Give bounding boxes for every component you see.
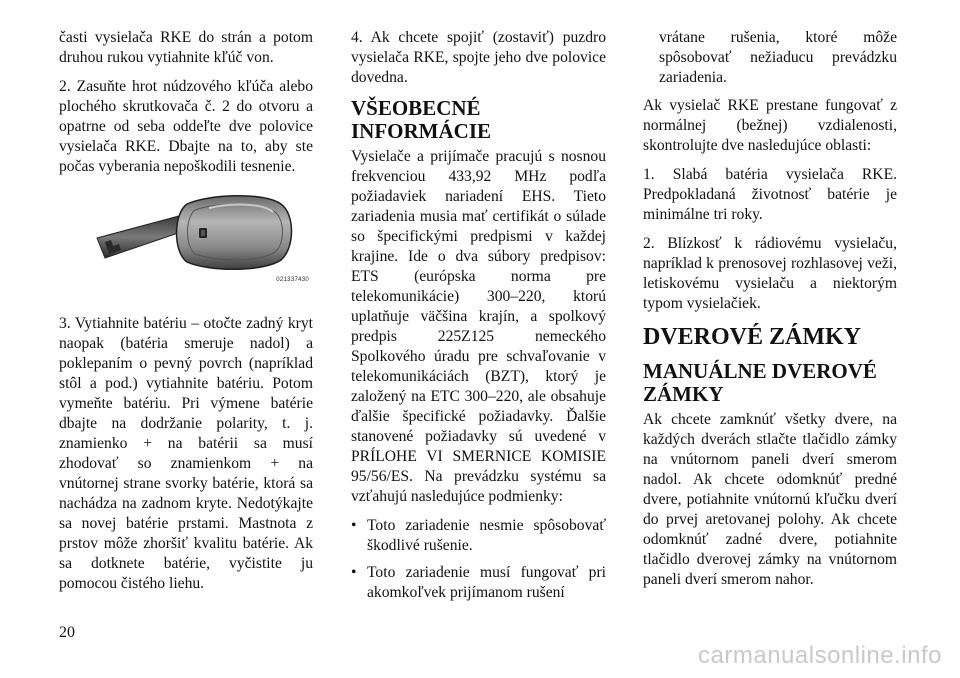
key-fob-icon: [59, 186, 313, 290]
list-item: • Toto zariadenie nesmie spôsobovať škodlivé rušenie.: [351, 516, 606, 556]
paragraph-manual-locks: Ak chcete zamknúť všetky dvere, na každých dverách stlačte tlačidlo zámky na vnútornom paneli dverí smerom nadol. Ak chcete odomknúť predné dvere, potiahnite vnútornú kľučku dverí do prvej aretovanej polohy. Ak chcete odomknúť zadné dvere, potiahnite tlačidlo dverovej zámky na vnútornom paneli dverí smerom nahor.: [643, 411, 897, 588]
section-heading-general-info: VŠEOBECNÉ INFORMÁCIE: [351, 96, 491, 143]
key-fob-illustration: [59, 186, 313, 290]
paragraph-continuation: časti vysielača RKE do strán a potom druhou rukou vytiahnite kľúč von.: [59, 29, 313, 66]
section-heading-door-locks: DVEROVÉ ZÁMKY: [643, 324, 862, 350]
column-right: [643, 28, 897, 599]
page-number: 20: [59, 624, 75, 641]
subsection-heading-manual-locks: MANUÁLNE DVEROVÉ ZÁMKY: [643, 359, 877, 406]
paragraph-weak-battery: 1. Slabá batéria vysielača RKE. Predpokladaná životnosť batérie je minimálne tri roky.: [643, 166, 897, 223]
column-middle: [351, 28, 606, 610]
paragraph-step-4: 4. Ak chcete spojiť (zostaviť) puzdro vysielača RKE, spojte jeho dve polovice dovedna.: [351, 29, 606, 86]
paragraph-general-info: Vysielače a prijímače pracujú s nosnou frekvenciou 433,92 MHz podľa požiadaviek nariadení EHS. Tieto zariadenia musia mať certifikát o súlade so špecifickými predpismi v každej krajine. Ide o dva súbory predpisov: ETS (európska norma pre telekomunikácie) 300–220, ktorú uplatňuje väčšina krajín, a spolkový predpis 225Z125 nemeckého Spolkového úradu pre schvaľovanie v telekomunikáciách (BZT), ktorý je založený na ETC 300–220, ale obsahuje ďalšie špecifické požiadavky. Ďalšie stanovené požiadavky sú uvedené v PRÍLOHE VI SMERNICE KOMISIE 95/56/ES. Na prevádzku systému sa vzťahujú nasledujúce podmienky:: [351, 148, 606, 505]
conditions-list: [351, 516, 606, 603]
paragraph-radio-proximity: 2. Blízkosť k rádiovému vysielaču, napríklad k prenosovej rozhlasovej veži, letiskovému vysielaču a niektorým typom vysielačiek.: [643, 235, 897, 312]
paragraph-step-2: 2. Zasuňte hrot núdzového kľúča alebo plochého skrutkovača č. 2 do otvoru a opatrne od seba oddeľte dve polovice vysielača RKE. Dbajte na to, aby ste počas vyberania nepoškodili tesnenie.: [59, 78, 313, 175]
paragraph-step-3: 3. Vytiahnite batériu – otočte zadný kryt naopak (batéria smeruje nadol) a poklepaním o pevný povrch (napríklad stôl a pod.) vytiahnite batériu. Potom vymeňte batériu. Pri výmene batérie dbajte na dodržanie polarity, t. j. znamienko + na batérii sa musí zhodovať so znamienkom + na vnútornej strane svorky batérie, ktorá sa nachádza na zadnom kryte. Nedotýkajte sa novej batérie prstami. Mastnota z prstov môže zhoršiť kvalitu batérie. Ak sa dotknete batérie, vyčistite ju pomocou čistého liehu.: [59, 315, 313, 592]
watermark: carmanualsonline.info: [698, 642, 942, 669]
figure-code: 021337430: [276, 277, 309, 283]
list-item: • Toto zariadenie musí fungovať pri akomkoľvek prijímanom rušení: [351, 563, 606, 603]
paragraph-troubleshoot-intro: Ak vysielač RKE prestane fungovať z normálnej (bežnej) vzdialenosti, skontrolujte dve nasledujúce oblasti:: [643, 97, 897, 154]
column-left: [59, 28, 313, 603]
list-item-continuation: vrátane rušenia, ktoré môže spôsobovať nežiaducu prevádzku zariadenia.: [659, 29, 897, 86]
